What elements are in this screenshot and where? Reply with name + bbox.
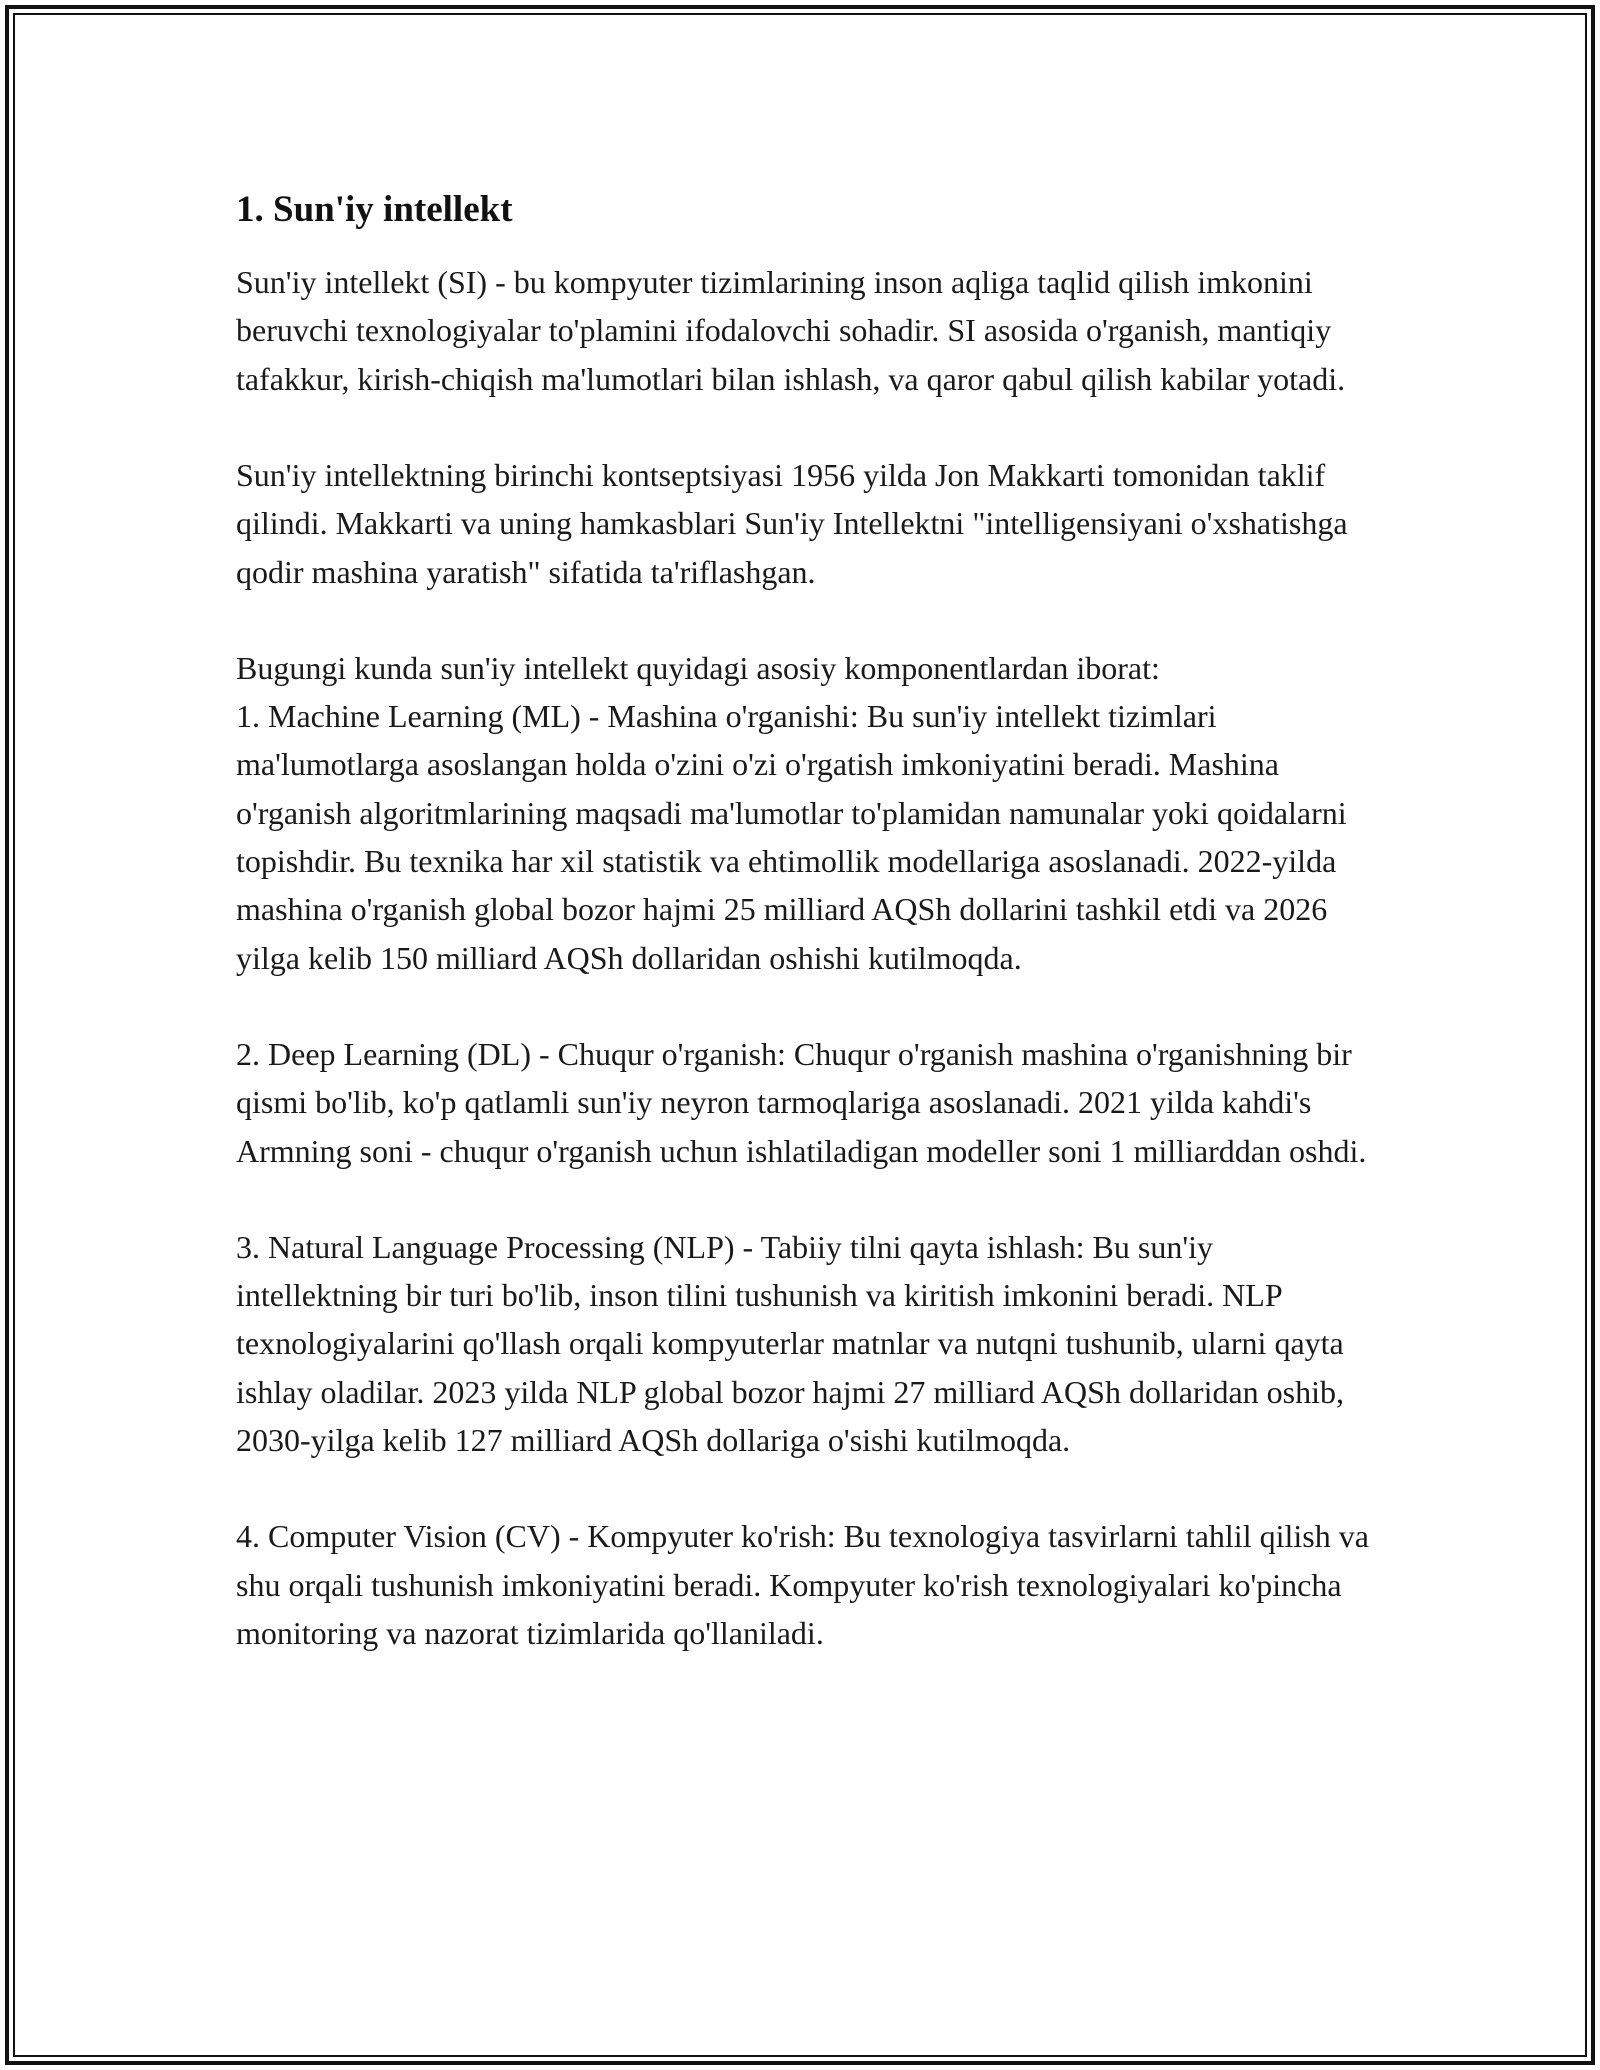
section-title: 1. Sun'iy intellekt <box>236 189 513 230</box>
paragraph-nlp: 3. Natural Language Processing (NLP) - Tabiiy tilni qayta ishlash: Bu sun'iy intellektning bir turi bo'lib, inson tilini tushunish va kiritish imkonini beradi. NLP texnologiyalarini qo'llash orqali kompyuterlar matnlar va nutqni tushunib, ularni qayta ishlay oladilar. 2023 yilda NLP global bozor hajmi 27 milliard AQSh dollaridan oshib, 2030-yilga kelib 127 milliard AQSh dollariga o'sishi kutilmoqda. <box>236 1228 1345 1459</box>
paragraph-deep-learning: 2. Deep Learning (DL) - Chuqur o'rganish: Chuqur o'rganish mashina o'rganishning bir qismi bo'lib, ko'p qatlamli sun'iy neyron tarmoqlariga asoslanadi. 2021 yilda kahdi's Armning soni - chuqur o'rganish uchun ishlatiladigan modeller soni 1 milliarddan oshdi. <box>236 1035 1367 1169</box>
paragraph-definition: Sun'iy intellekt (SI) - bu kompyuter tizimlarining inson aqliga taqlid qilish imkonini beruvchi texnologiyalar to'plamini ifodalovchi sohadir. SI asosida o'rganish, mantiqiy tafakkur, kirish-chiqish ma'lumotlari bilan ishlash, va qaror qabul qilish kabilar yotadi. <box>236 264 1346 397</box>
document-body <box>236 186 1376 1705</box>
paragraph-computer-vision: 4. Computer Vision (CV) - Kompyuter ko'rish: Bu texnologiya tasvirlarni tahlil qilish va shu orqali tushunish imkoniyatini beradi. Kompyuter ko'rish texnologiyalari ko'pincha monitoring va nazorat tizimlarida qo'llaniladi. <box>236 1518 1369 1651</box>
paragraph-components-intro: Bugungi kunda sun'iy intellekt quyidagi asosiy komponentlardan iborat: <box>236 649 1160 686</box>
paragraph-machine-learning: 1. Machine Learning (ML) - Mashina o'rganishi: Bu sun'iy intellekt tizimlari ma'lumotlarga asoslangan holda o'zini o'zi o'rgatish imkoniyatini beradi. Mashina o'rganish algoritmlarining maqsadi ma'lumotlar to'plamidan namunalar yoki qoidalarni topishdir. Bu texnika har xil statistik va ehtimollik modellariga asoslanadi. 2022-yilda mashina o'rganish global bozor hajmi 25 milliard AQSh dollarini tashkil etdi va 2026 yilga kelib 150 milliard AQSh dollaridan oshishi kutilmoqda. <box>236 698 1347 976</box>
paragraph-history: Sun'iy intellektning birinchi kontseptsiyasi 1956 yilda Jon Makkarti tomonidan taklif qilindi. Makkarti va uning hamkasblari Sun'iy Intellektni "intelligensiyani o'xshatishga qodir mashina yaratish" sifatida ta'riflashgan. <box>236 456 1348 590</box>
